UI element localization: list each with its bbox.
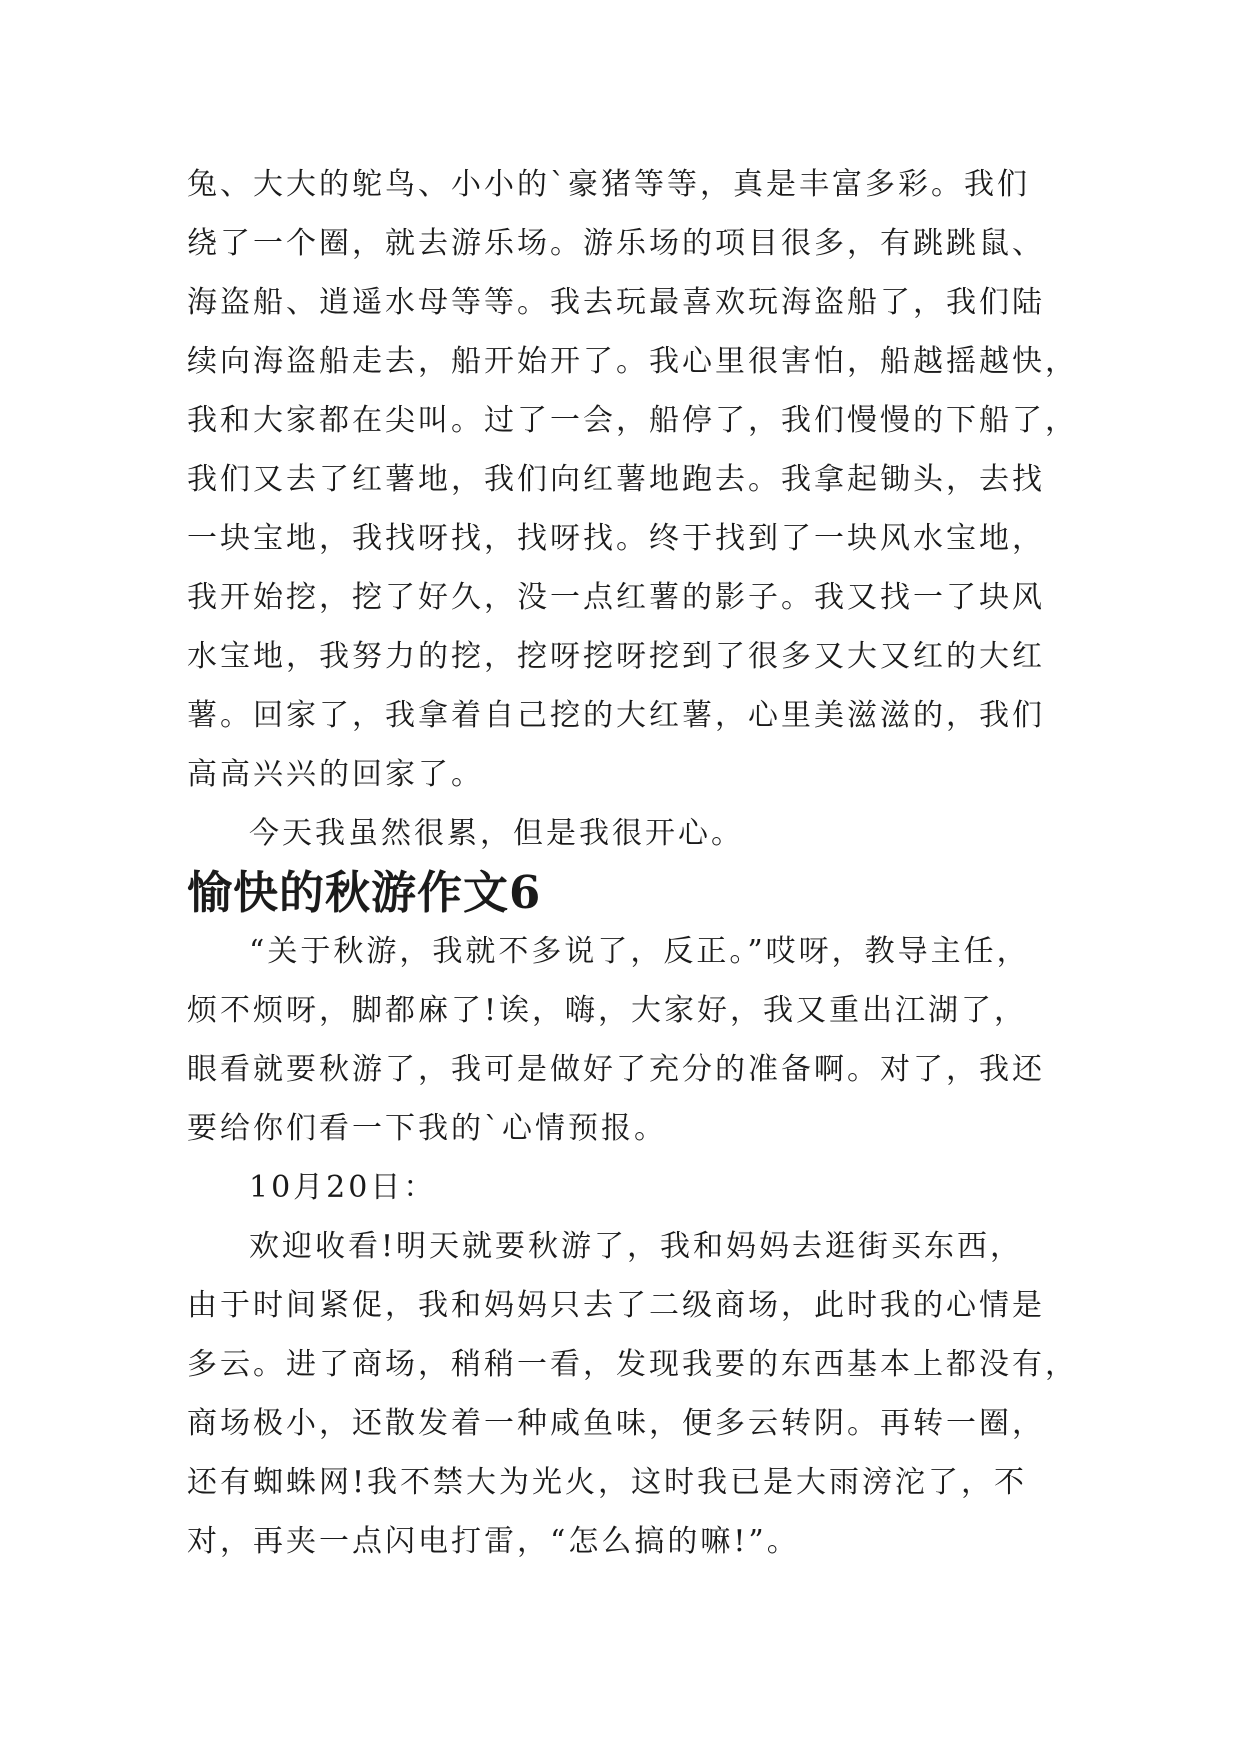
document-body [187, 155, 1077, 1571]
text-line: 薯。回家了，我拿着自己挖的大红薯，心里美滋滋的，我们 [187, 698, 1045, 733]
text-line: 由于时间紧促，我和妈妈只去了二级商场，此时我的心情是 [187, 1288, 1045, 1323]
essay-heading [187, 863, 1077, 922]
text-line: 绕了一个圈，就去游乐场。游乐场的项目很多，有跳跳鼠、 [187, 226, 1045, 261]
text-line: 对，再夹一点闪电打雷，“怎么搞的嘛!”。 [187, 1524, 800, 1559]
text-line: 海盗船、逍遥水母等等。我去玩最喜欢玩海盗船了，我们陆 [187, 285, 1045, 320]
text-line: 10月20日： [249, 1170, 437, 1205]
text-line: 水宝地，我努力的挖，挖呀挖呀挖到了很多又大又红的大红 [187, 639, 1045, 674]
text-line: 我和大家都在尖叫。过了一会，船停了，我们慢慢的下船了， [187, 403, 1078, 438]
text-line: 还有蜘蛛网!我不禁大为光火，这时我已是大雨滂沱了，不 [187, 1465, 1028, 1500]
diary-paragraph [187, 1217, 1077, 1571]
text-line: 兔、大大的鸵鸟、小小的`豪猪等等，真是丰富多彩。我们 [187, 167, 1030, 202]
text-line: 我开始挖，挖了好久，没一点红薯的影子。我又找一了块风 [187, 580, 1045, 615]
date-line [187, 1158, 1077, 1217]
closing-paragraph [187, 804, 1077, 863]
text-line: 一块宝地，我找呀找，找呀找。终于找到了一块风水宝地， [187, 521, 1045, 556]
text-line: 多云。进了商场，稍稍一看，发现我要的东西基本上都没有， [187, 1347, 1078, 1382]
text-line: 烦不烦呀，脚都麻了!诶，嗨，大家好，我又重出江湖了， [187, 993, 1028, 1028]
intro-paragraph [187, 922, 1077, 1158]
heading-text: 愉快的秋游作文6 [187, 866, 542, 919]
text-line: 续向海盗船走去，船开始开了。我心里很害怕，船越摇越快， [187, 344, 1078, 379]
text-line: 我们又去了红薯地，我们向红薯地跑去。我拿起锄头，去找 [187, 462, 1045, 497]
text-line: 欢迎收看!明天就要秋游了，我和妈妈去逛街买东西， [249, 1229, 1024, 1264]
text-line: 今天我虽然很累，但是我很开心。 [249, 816, 744, 851]
text-line: 眼看就要秋游了，我可是做好了充分的准备啊。对了，我还 [187, 1052, 1045, 1087]
text-line: “关于秋游，我就不多说了，反正。”哎呀，教导主任， [249, 934, 1030, 969]
text-line: 要给你们看一下我的`心情预报。 [187, 1111, 667, 1146]
continuation-paragraph [187, 155, 1077, 804]
text-line: 高高兴兴的回家了。 [187, 757, 484, 792]
text-line: 商场极小，还散发着一种咸鱼味，便多云转阴。再转一圈， [187, 1406, 1045, 1441]
